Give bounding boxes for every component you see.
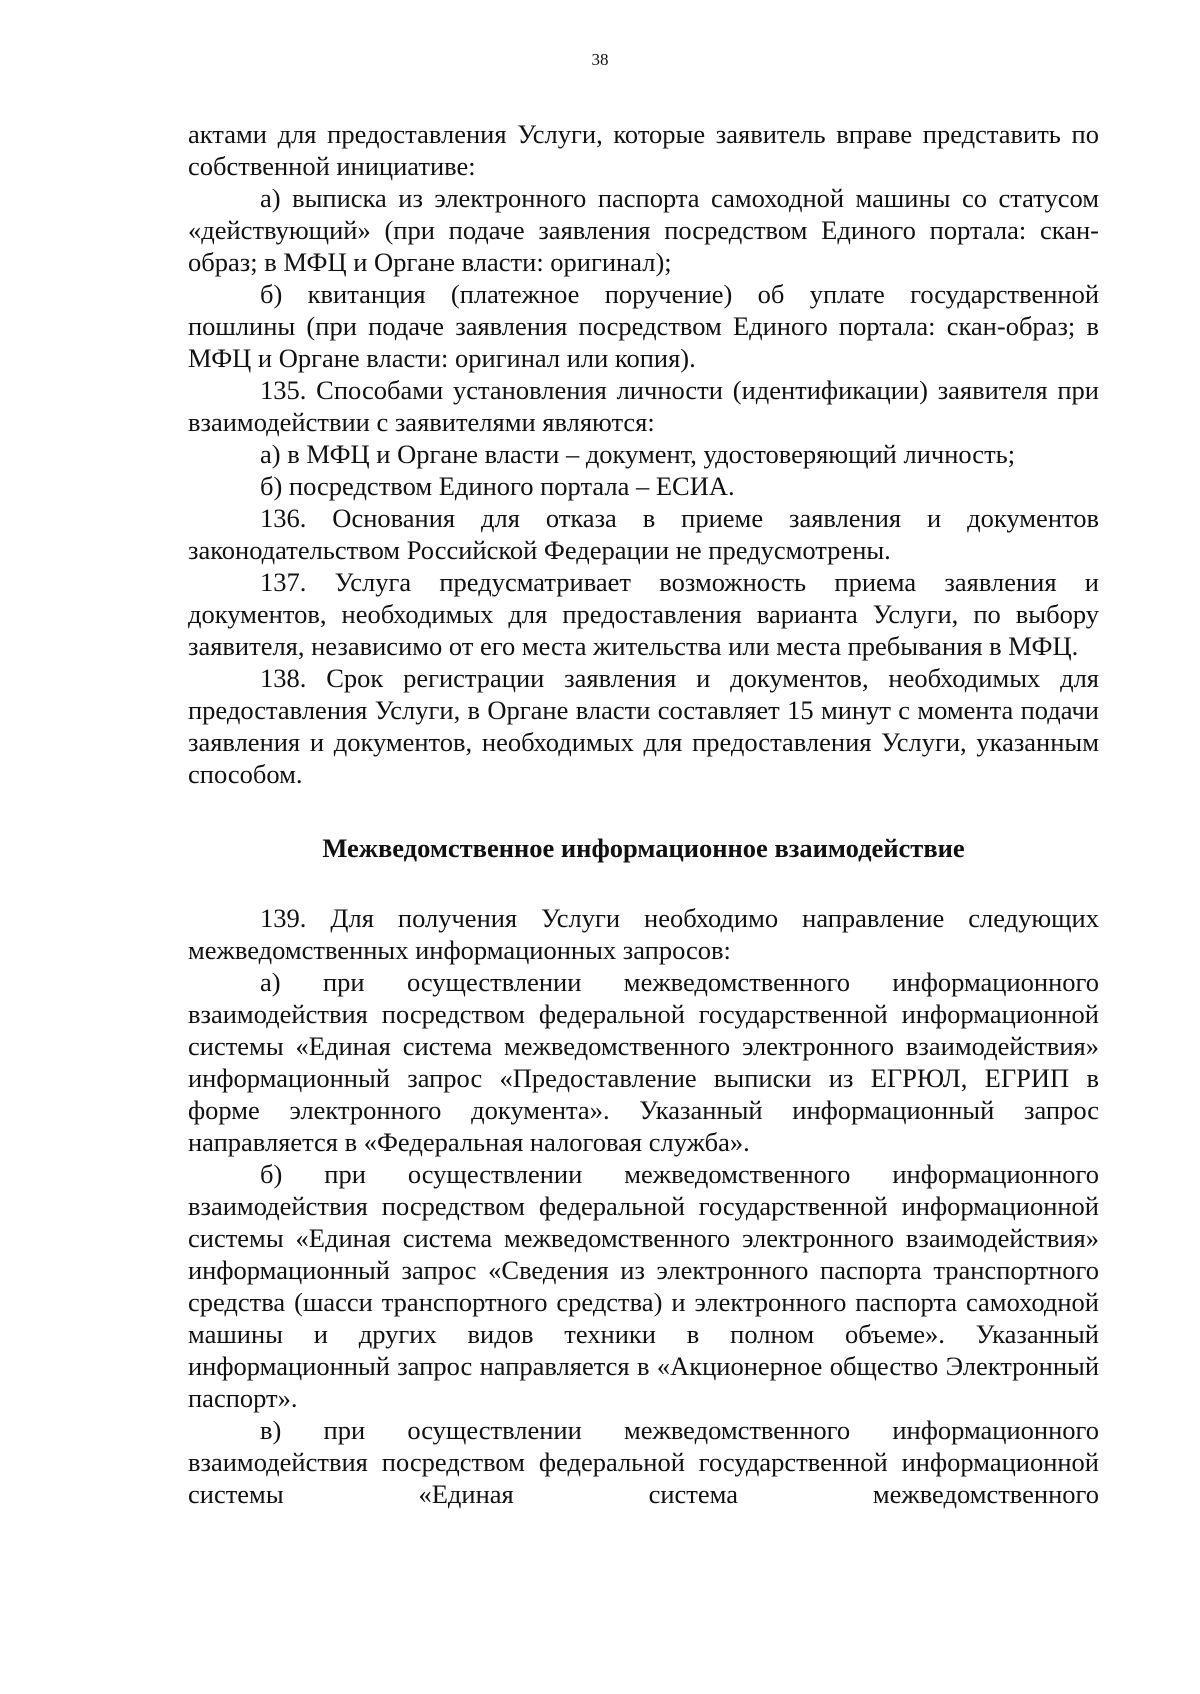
paragraph: а) при осуществлении межведомственного информационного взаимодействия посредством федеральной государственной информационной системы «Единая система межведомственного электронного взаимодействия» информационный запрос «Предоставление выписки из ЕГРЮЛ, ЕГРИП в форме электронного документа». Указанный информационный запрос направляется в «Федеральная налоговая служба».: [188, 967, 1099, 1157]
paragraph: 138. Срок регистрации заявления и документов, необходимых для предоставления Услуги, в Органе власти составляет 15 минут с момента подачи заявления и документов, необходимых для предоставления Услуги, указанным способом.: [188, 663, 1099, 789]
paragraph: а) выписка из электронного паспорта самоходной машины со статусом «действующий» (при подаче заявления посредством Единого портала: скан-образ; в МФЦ и Органе власти: оригинал);: [188, 183, 1099, 277]
page-number: 38: [591, 50, 609, 69]
document-body: [188, 118, 1099, 1510]
paragraph: 137. Услуга предусматривает возможность приема заявления и документов, необходимых для предоставления варианта Услуги, по выбору заявителя, независимо от его места жительства или места пребывания в МФЦ.: [188, 567, 1099, 661]
paragraph: 139. Для получения Услуги необходимо направление следующих межведомственных информационных запросов:: [188, 903, 1099, 965]
paragraph: б) квитанция (платежное поручение) об уплате государственной пошлины (при подаче заявления посредством Единого портала: скан-образ; в МФЦ и Органе власти: оригинал или копия).: [188, 279, 1099, 373]
paragraph: б) при осуществлении межведомственного информационного взаимодействия посредством федеральной государственной информационной системы «Единая система межведомственного электронного взаимодействия» информационный запрос «Сведения из электронного паспорта транспортного средства (шасси транспортного средства) и электронного паспорта самоходной машины и других видов техники в полном объеме». Указанный информационный запрос направляется в «Акционерное общество Электронный паспорт».: [188, 1159, 1099, 1413]
paragraph: в) при осуществлении межведомственного информационного взаимодействия посредством федеральной государственной информационной системы «Единая система межведомственного: [188, 1415, 1099, 1509]
paragraph: а) в МФЦ и Органе власти – документ, удостоверяющий личность;: [260, 439, 1016, 469]
paragraph: б) посредством Единого портала – ЕСИА.: [260, 471, 735, 501]
paragraph: актами для предоставления Услуги, которые заявитель вправе представить по собственной инициативе:: [188, 119, 1099, 181]
paragraph: 135. Способами установления личности (идентификации) заявителя при взаимодействии с заявителями являются:: [188, 375, 1099, 437]
section-heading: Межведомственное информационное взаимодействие: [322, 833, 965, 863]
section-bottom-paragraphs: [188, 902, 1099, 1510]
section-top-paragraphs: [188, 118, 1099, 790]
paragraph: 136. Основания для отказа в приеме заявления и документов законодательством Российской Федерации не предусмотрены.: [188, 503, 1099, 565]
